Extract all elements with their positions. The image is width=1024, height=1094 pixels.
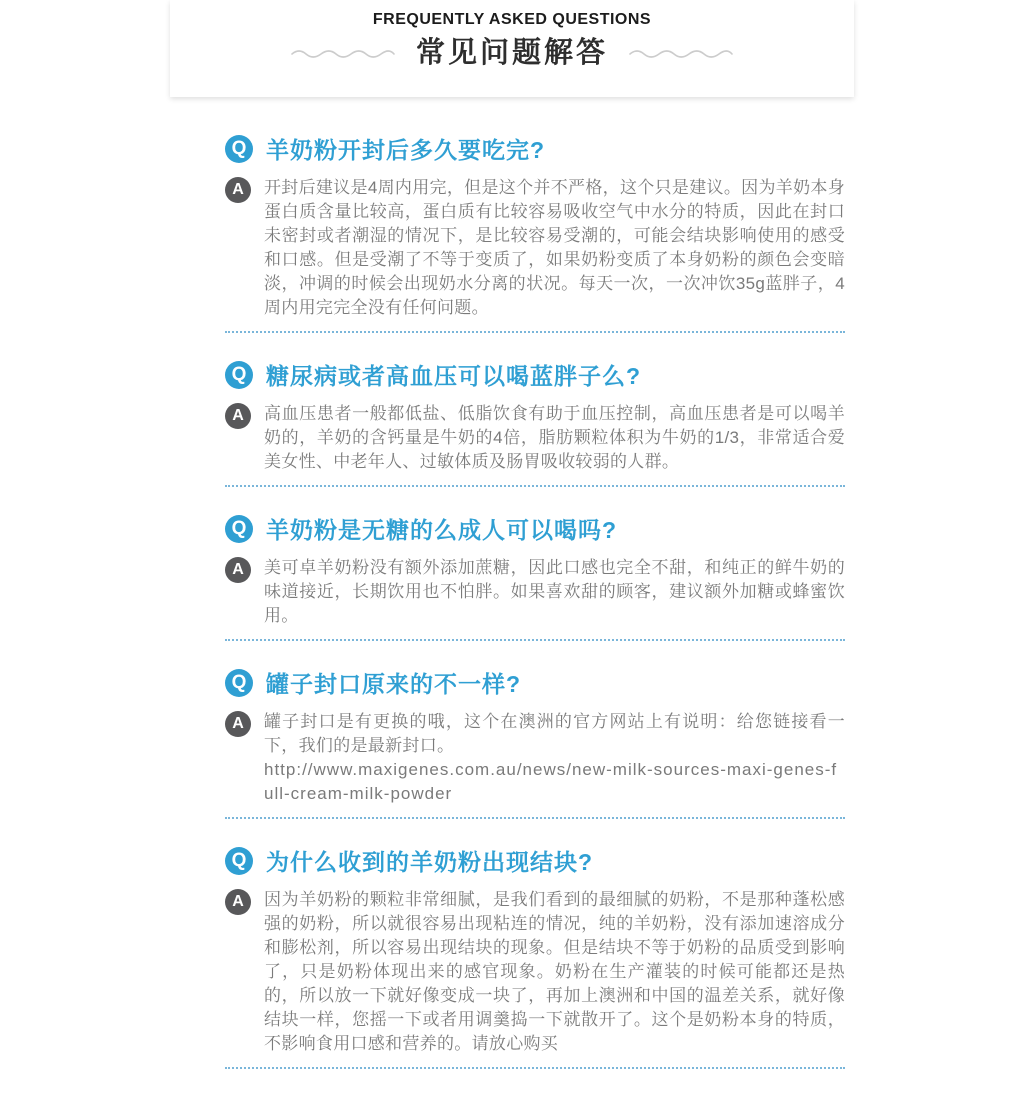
answer-body (264, 176, 845, 320)
question-icon: Q (225, 135, 253, 163)
section-divider (225, 331, 845, 333)
answer-icon: A (225, 557, 251, 583)
answer-row (225, 556, 845, 628)
wave-decoration-right (628, 46, 734, 60)
question-title: 羊奶粉是无糖的么成人可以喝吗? (266, 517, 618, 543)
answer-row (225, 176, 845, 320)
question-row (225, 132, 845, 165)
answer-row (225, 888, 845, 1056)
answer-icon: A (225, 403, 251, 429)
question-row (225, 844, 845, 877)
page-title-row (170, 33, 854, 73)
answer-body (264, 556, 845, 628)
answer-icon: A (225, 177, 251, 203)
question-icon: Q (225, 361, 253, 389)
question-icon: Q (225, 669, 253, 697)
answer-body (264, 710, 845, 806)
question-row (225, 512, 845, 545)
answer-text: 因为羊奶粉的颗粒非常细腻，是我们看到的最细腻的奶粉，不是那种蓬松感强的奶粉，所以就很容易出现粘连的情况，纯的羊奶粉，没有添加速溶成分和膨松剂，所以容易出现结块的现象。但是结块不等于奶粉的品质受到影响了，只是奶粉体现出来的感官现象。奶粉在生产灌装的时候可能都还是热的，所以放一下就好像变成一块了，再加上澳洲和中国的温差关系，就好像结块一样，您摇一下或者用调羹捣一下就散开了。这个是奶粉本身的特质，不影响食用口感和营养的。请放心购买 (264, 890, 845, 1053)
wave-decoration-left (290, 46, 396, 60)
question-row (225, 666, 845, 699)
section-divider (225, 1067, 845, 1069)
faq-section-1 (225, 132, 845, 333)
section-divider (225, 639, 845, 641)
answer-row (225, 710, 845, 806)
answer-text: 罐子封口是有更换的哦，这个在澳洲的官方网站上有说明：给您链接看一下，我们的是最新封口。 (264, 712, 845, 755)
section-divider (225, 817, 845, 819)
page-title-zh: 常见问题解答 (415, 37, 608, 69)
question-icon: Q (225, 847, 253, 875)
faq-section-3 (225, 512, 845, 641)
answer-text: 美可卓羊奶粉没有额外添加蔗糖，因此口感也完全不甜，和纯正的鲜牛奶的味道接近，长期饮用也不怕胖。如果喜欢甜的顾客，建议额外加糖或蜂蜜饮用。 (264, 558, 845, 625)
page-title-en: FREQUENTLY ASKED QUESTIONS (372, 11, 652, 28)
faq-header (170, 0, 854, 97)
question-icon: Q (225, 515, 253, 543)
question-row (225, 358, 845, 391)
question-title: 罐子封口原来的不一样? (266, 671, 522, 697)
faq-section-4 (225, 666, 845, 819)
answer-link-url: http://www.maxigenes.com.au/news/new-milk-sources-maxi-genes-full-cream-milk-powder (264, 760, 838, 803)
answer-body (264, 888, 845, 1056)
faq-list (225, 132, 845, 1094)
question-title: 为什么收到的羊奶粉出现结块? (266, 849, 594, 875)
answer-text: 高血压患者一般都低盐、低脂饮食有助于血压控制，高血压患者是可以喝羊奶的，羊奶的含钙量是牛奶的4倍，脂肪颗粒体积为牛奶的1/3，非常适合爱美女性、中老年人、过敏体质及肠胃吸收较弱的人群。 (264, 404, 845, 471)
answer-icon: A (225, 711, 251, 737)
question-title: 糖尿病或者高血压可以喝蓝胖子么? (266, 363, 642, 389)
answer-text: 开封后建议是4周内用完，但是这个并不严格，这个只是建议。因为羊奶本身蛋白质含量比较高，蛋白质有比较容易吸收空气中水分的特质，因此在封口未密封或者潮湿的情况下，是比较容易受潮的，可能会结块影响使用的感受和口感。但是受潮了不等于变质了，如果奶粉变质了本身奶粉的颜色会变暗淡，冲调的时候会出现奶水分离的状况。每天一次，一次冲饮35g蓝胖子，4周内用完完全没有任何问题。 (264, 178, 845, 317)
question-title: 羊奶粉开封后多久要吃完? (266, 137, 546, 163)
section-divider (225, 485, 845, 487)
faq-section-5 (225, 844, 845, 1069)
answer-row (225, 402, 845, 474)
answer-icon: A (225, 889, 251, 915)
answer-body (264, 402, 845, 474)
faq-section-2 (225, 358, 845, 487)
